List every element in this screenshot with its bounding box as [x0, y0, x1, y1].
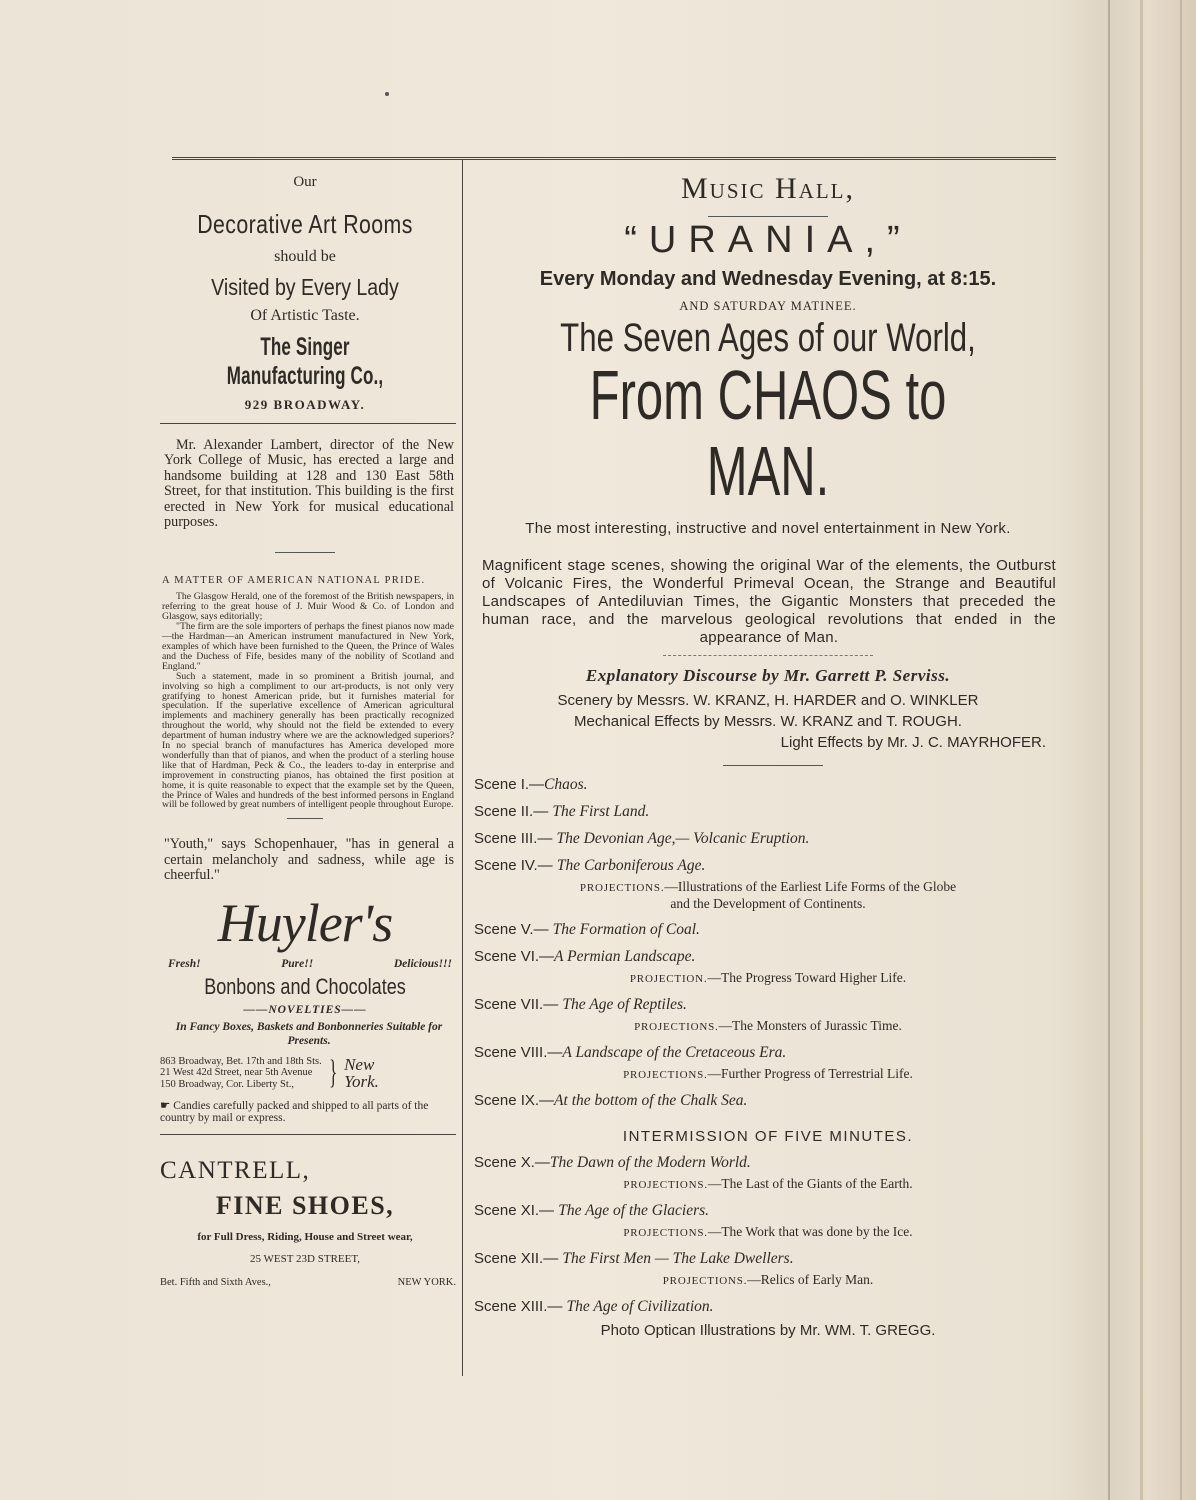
scene-item [468, 1250, 1068, 1268]
scene-number: Scene VIII.— [474, 1044, 563, 1061]
singer-visited: Visited by Every Lady [211, 274, 399, 300]
projection-note [468, 1066, 1068, 1083]
scene-number: Scene II.— [474, 803, 553, 820]
projection-note [468, 1272, 1068, 1289]
youth-quote: "Youth," says Schopenhauer, "has in general a certain melancholy and sadness, while age is cheerful." [164, 836, 454, 884]
short-rule [287, 818, 323, 819]
huyler-addresses [160, 1053, 460, 1091]
section-rule [160, 423, 456, 424]
scene-item [468, 921, 1068, 939]
venue-title: Music Hall, [680, 172, 855, 205]
singer-company: The Singer Manufacturing Co., [226, 333, 384, 390]
scene-item [468, 803, 1068, 821]
column-divider [462, 160, 463, 1376]
page-edge-line [1180, 0, 1182, 1500]
scene-number: Scene V.— [474, 921, 553, 938]
page-fold-line [1140, 0, 1143, 1500]
scene-name: The Dawn of the Modern World. [549, 1154, 751, 1171]
projection-label: PROJECTIONS. [662, 1275, 748, 1287]
singer-address: 929 BROADWAY. [244, 397, 366, 412]
cantrell-fine-shoes: FINE SHOES, [215, 1191, 395, 1221]
projection-label: PROJECTION. [629, 973, 708, 985]
huyler-address: 863 Broadway, Bet. 17th and 18th Sts. [160, 1055, 322, 1067]
scene-name: The Devonian Age,— Volcanic Eruption. [556, 830, 810, 847]
left-column [150, 160, 460, 1288]
cantrell-city: NEW YORK. [397, 1277, 456, 1289]
scene-name: Chaos. [544, 776, 588, 793]
matinee: AND SATURDAY MATINEE. [679, 299, 857, 313]
pointing-hand-icon: ☛ [160, 1100, 171, 1113]
projection-text: —The Work that was done by the Ice. [707, 1224, 913, 1239]
scene-number: Scene III.— [474, 830, 557, 847]
scene-item [468, 1202, 1068, 1220]
cantrell-street: 25 WEST 23D STREET, [250, 1253, 360, 1266]
magnificent-description: Magnificent stage scenes, showing the original War of the elements, the Outburst of Volcanic Fires, the Wonderful Primeval Ocean, the Strange and Beautiful Landscapes of Antediluvian Times, the Gigantic Monsters that preceded the human race, and the marvelous geological revolutions that ended in the appearance of Man. [482, 557, 1056, 646]
cantrell-location [160, 1277, 456, 1288]
section-rule [160, 1134, 456, 1135]
scene-name: The Age of Civilization. [566, 1298, 714, 1315]
huyler-novelties: ——NOVELTIES—— [243, 1003, 367, 1016]
wavy-rule [663, 655, 873, 656]
projection-label: PROJECTIONS. [634, 1021, 719, 1033]
scenes-rule [723, 765, 823, 766]
scene-number: Scene XI.— [474, 1202, 559, 1219]
show-title: “URANIA,” [624, 219, 912, 261]
projection-note [468, 1224, 1068, 1241]
projection-text: —The Last of the Giants of the Earth. [707, 1176, 913, 1191]
scene-item [468, 1092, 1068, 1110]
scene-name: The Age of Reptiles. [562, 996, 687, 1013]
projection-text: —The Progress Toward Higher Life. [707, 970, 907, 985]
national-pride-paragraph: Such a statement, made in so prominent a British journal, and involving so high a compliment to our art-products, is not only very gratifying to honest American pride, but it furnishes material for speculation. If the superlative excellence of American agricultural implements and machinery generally has been practically recognized throughout the world, why should not the field be extended to every department of human industry where we are the acknowledged superiors? In no special branch of manufactures has America developed more wonderfully than that of pianos, and when the product of a sterling house like that of Hardman, Peck & Co., the leaders to-day in enterprise and improvement in constructing pianos, has obtained the first position at home, it is quite reasonable to expect that the example set by the Queen, the Prince of Wales and hundreds of the best informed persons in England will be followed by great numbers of intelligent people throughout Europe. [162, 670, 454, 811]
projection-note [468, 970, 1068, 987]
scene-number: Scene XII.— [474, 1250, 563, 1267]
projection-text: —The Monsters of Jurassic Time. [718, 1018, 902, 1033]
scene-name: The Age of the Glaciers. [558, 1202, 710, 1219]
singer-our: Our [293, 174, 317, 190]
title-rule [708, 216, 828, 217]
scene-list [468, 776, 1068, 1110]
huyler-candies-note [160, 1100, 454, 1124]
projection-label: PROJECTIONS. [579, 882, 665, 894]
scene-name: A Permian Landscape. [554, 948, 696, 965]
light-credit: Light Effects by Mr. J. C. MAYRHOFER. [780, 734, 1046, 751]
scene-item [468, 1044, 1068, 1062]
national-pride-body [162, 592, 454, 810]
huyler-bonbons: Bonbons and Chocolates [204, 973, 406, 999]
cantrell-wear: for Full Dress, Riding, House and Street wear, [197, 1231, 413, 1244]
national-pride-title: A MATTER OF AMERICAN NATIONAL PRIDE. [162, 575, 426, 587]
singer-should-be: should be [274, 248, 336, 265]
scene-item [468, 776, 1068, 794]
huyler-logo: Huyler's [217, 892, 393, 953]
scenery-credit: Scenery by Messrs. W. KRANZ, H. HARDER and O. WINKLER [557, 692, 979, 709]
scene-number: Scene VI.— [474, 948, 555, 965]
cantrell-between: Bet. Fifth and Sixth Aves., [160, 1277, 271, 1289]
mechanical-credit: Mechanical Effects by Messrs. W. KRANZ and T. ROUGH. [574, 713, 962, 730]
scene-item [468, 1154, 1068, 1172]
projection-text: —Further Progress of Terrestrial Life. [707, 1066, 913, 1081]
singer-taste: Of Artistic Taste. [250, 307, 360, 324]
projection-note [468, 1176, 1068, 1193]
huyler-delicious: Delicious!!! [393, 957, 452, 970]
cantrell-name: CANTRELL, [160, 1157, 311, 1185]
huyler-fancy: In Fancy Boxes, Baskets and Bonbonneries Suitable for Presents. [175, 1020, 443, 1047]
projection-note [468, 1018, 1068, 1035]
scene-item [468, 1298, 1068, 1316]
scene-item [468, 996, 1068, 1014]
lambert-notice: Mr. Alexander Lambert, director of the New York College of Music, has erected a large and handsome building at 128 and 130 East 58th Street, for that institution. This building is the first erected in New York for musical educational purposes. [164, 437, 454, 531]
projection-text: and the Development of Continents. [670, 896, 866, 911]
huyler-address: 21 West 42d Street, near 5th Avenue [160, 1067, 313, 1079]
photo-credit: Photo Optican Illustrations by Mr. WM. T. GREGG. [600, 1322, 936, 1339]
scene-number: Scene IV.— [474, 857, 557, 874]
most-interesting: The most interesting, instructive and novel entertainment in New York. [525, 520, 1011, 537]
scene-number: Scene VII.— [474, 996, 563, 1013]
page-fold-line [1108, 0, 1110, 1500]
projection-text: —Relics of Early Man. [747, 1272, 874, 1287]
seven-ages: The Seven Ages of our World, [560, 316, 976, 360]
scene-name: A Landscape of the Cretaceous Era. [562, 1044, 787, 1061]
projection-label: PROJECTIONS. [623, 1179, 708, 1191]
huyler-address-list [160, 1056, 322, 1091]
scene-number: Scene I.— [474, 776, 545, 793]
ink-dot [385, 92, 389, 96]
short-rule [275, 552, 335, 553]
singer-heading: Decorative Art Rooms [197, 209, 413, 239]
national-pride-paragraph: "The firm are the sole importers of perhaps the finest pianos now made—the Hardman—an American instrument manufactured in New York, examples of which have been furnished to the Queen, the Prince of Wales and the Duchess of Fife, besides many of the nobility of Scotland and England." [162, 621, 454, 672]
projection-label: PROJECTIONS. [623, 1069, 708, 1081]
scene-number: Scene X.— [474, 1154, 550, 1171]
scene-number: Scene IX.— [474, 1092, 555, 1109]
projection-label: PROJECTIONS. [623, 1227, 708, 1239]
projection-note [468, 879, 1068, 912]
huyler-city-line: York. [344, 1071, 379, 1091]
scene-number: Scene XIII.— [474, 1298, 567, 1315]
huyler-city [344, 1056, 379, 1090]
scene-list [468, 1154, 1068, 1316]
scene-item [468, 948, 1068, 966]
huyler-pure: Pure!! [281, 957, 314, 970]
brace-glyph: } [328, 1053, 338, 1091]
scene-name: The First Men — The Lake Dwellers. [562, 1250, 794, 1267]
huyler-address: 150 Broadway, Cor. Liberty St., [160, 1078, 295, 1090]
scene-name: The Carboniferous Age. [556, 857, 706, 874]
national-pride-paragraph: The Glasgow Herald, one of the foremost of the British newspapers, in referring to the great house of J. Muir Wood & Co. of London and Glasgow, says editorially; [162, 591, 454, 623]
huyler-city-line: New [344, 1054, 375, 1074]
schedule: Every Monday and Wednesday Evening, at 8:15. [539, 268, 997, 290]
scene-item [468, 857, 1068, 875]
intermission: INTERMISSION OF FIVE MINUTES. [622, 1128, 914, 1145]
huyler-tagline [168, 958, 452, 970]
scene-name: At the bottom of the Chalk Sea. [554, 1092, 748, 1109]
scene-item [468, 830, 1068, 848]
projection-text: —Illustrations of the Earliest Life Forms of the Globe [664, 879, 957, 894]
huyler-fresh: Fresh! [168, 957, 201, 970]
scene-name: The Formation of Coal. [552, 921, 700, 938]
chaos-to-man: From CHAOS to MAN. [589, 356, 947, 510]
right-column [468, 160, 1068, 1339]
huyler-candies-text: Candies carefully packed and shipped to all parts of the country by mail or express. [160, 1100, 429, 1125]
scene-name: The First Land. [552, 803, 650, 820]
explanatory-discourse: Explanatory Discourse by Mr. Garrett P. Serviss. [585, 666, 951, 685]
